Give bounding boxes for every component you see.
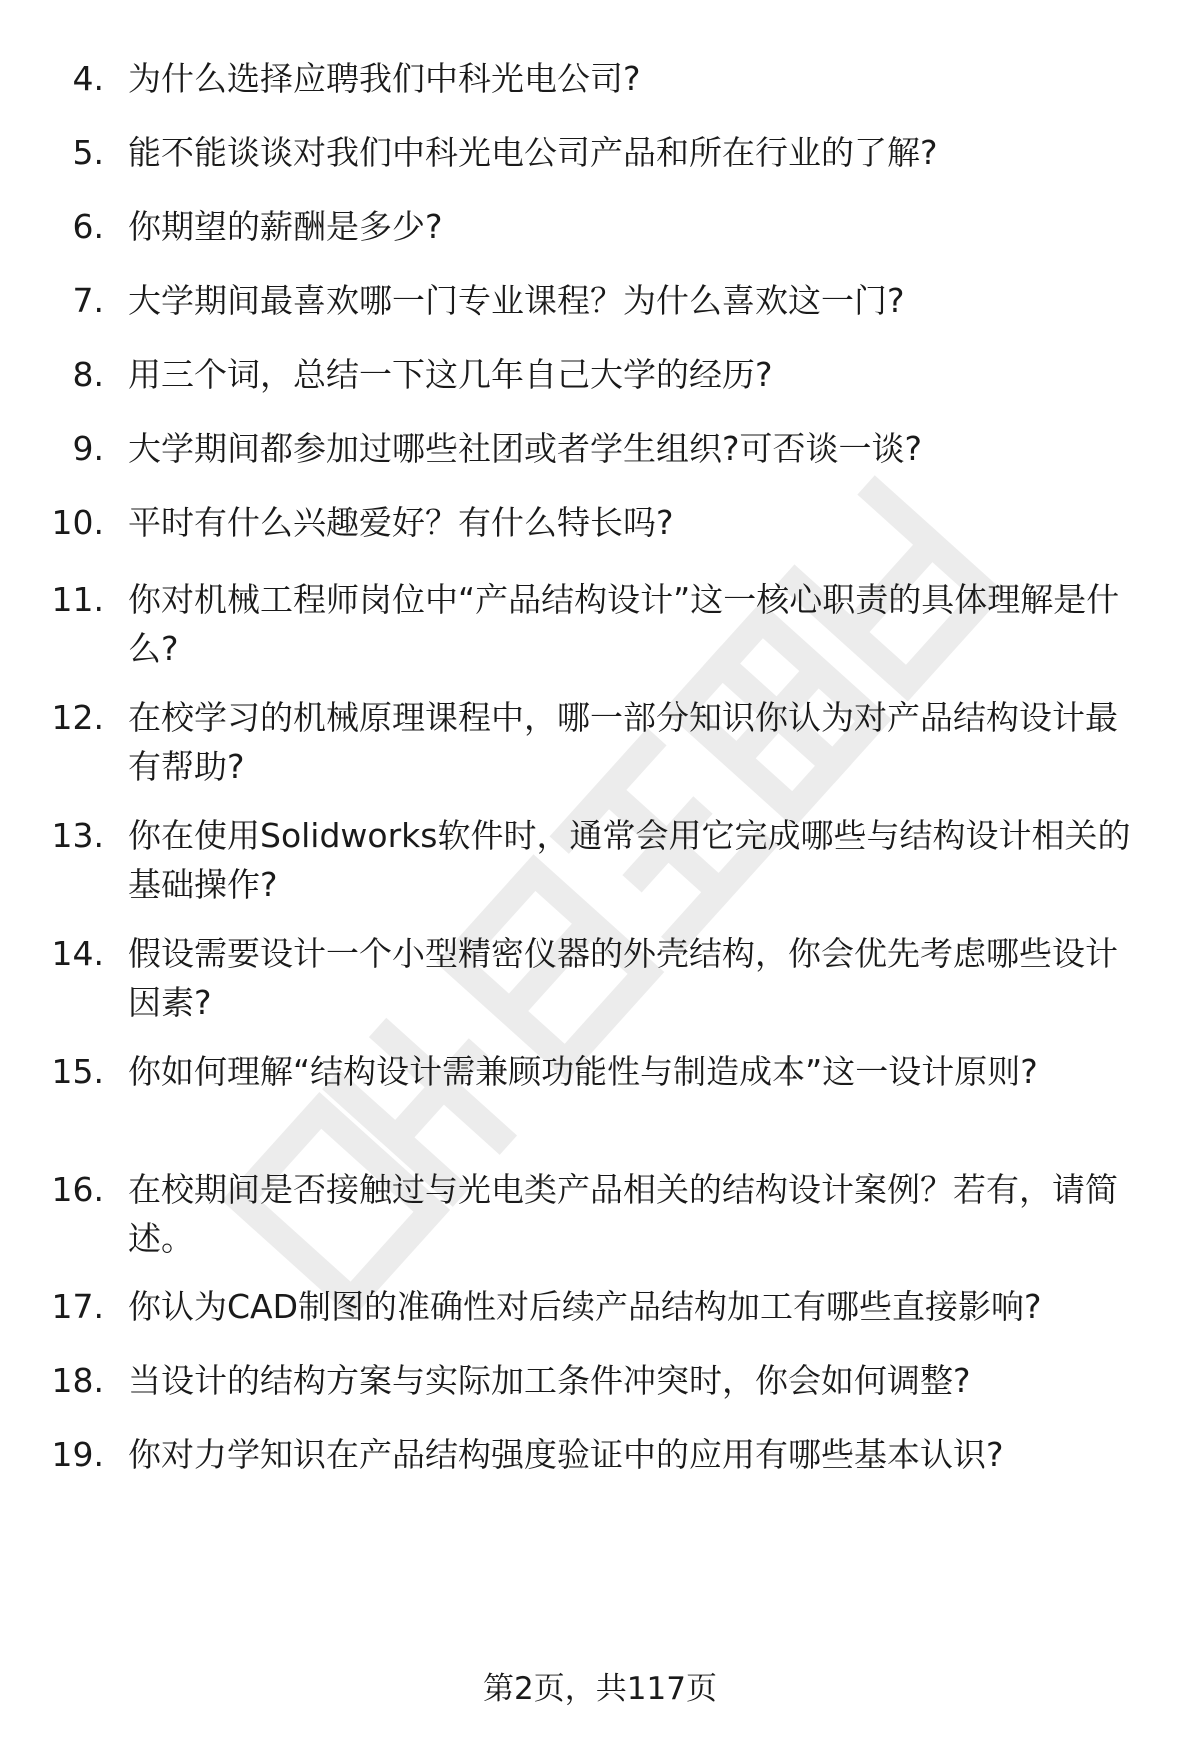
question-number: 18.	[51, 1361, 104, 1400]
question-text: 用三个词，总结一下这几年自己大学的经历?	[128, 355, 773, 394]
question-number: 12.	[51, 698, 104, 737]
question-text: 为什么选择应聘我们中科光电公司?	[128, 59, 641, 98]
question-number: 8.	[72, 355, 104, 394]
question-number: 10.	[51, 503, 104, 542]
question-text: 大学期间都参加过哪些社团或者学生组织?可否谈一谈?	[128, 429, 923, 468]
question-text: 你对机械工程师岗位中“产品结构设计”这一核心职责的具体理解是什么?	[128, 580, 1120, 668]
question-text: 当设计的结构方案与实际加工条件冲突时，你会如何调整?	[128, 1361, 971, 1400]
question-text: 你对力学知识在产品结构强度验证中的应用有哪些基本认识?	[128, 1435, 1004, 1474]
question-text: 能不能谈谈对我们中科光电公司产品和所在行业的了解?	[128, 133, 938, 172]
question-text: 大学期间最喜欢哪一门专业课程？为什么喜欢这一门?	[128, 281, 905, 320]
question-number: 17.	[51, 1287, 104, 1326]
question-text: 你如何理解“结构设计需兼顾功能性与制造成本”这一设计原则?	[128, 1052, 1038, 1091]
question-number: 5.	[72, 133, 104, 172]
question-number: 13.	[51, 816, 104, 855]
question-number: 15.	[51, 1052, 104, 1091]
question-text: 假设需要设计一个小型精密仪器的外壳结构，你会优先考虑哪些设计因素?	[128, 934, 1118, 1022]
question-text: 你期望的薪酬是多少?	[128, 207, 443, 246]
page-number-footer: 第2页，共117页	[483, 1671, 717, 1707]
question-number: 6.	[72, 207, 104, 246]
question-number: 19.	[51, 1435, 104, 1474]
question-text: 你认为CAD制图的准确性对后续产品结构加工有哪些直接影响?	[128, 1287, 1042, 1326]
question-number: 7.	[72, 281, 104, 320]
question-number: 14.	[51, 934, 104, 973]
question-text: 在校期间是否接触过与光电类产品相关的结构设计案例？若有，请简述。	[128, 1170, 1118, 1258]
question-text: 在校学习的机械原理课程中，哪一部分知识你认为对产品结构设计最有帮助?	[128, 698, 1118, 786]
question-number: 16.	[51, 1170, 104, 1209]
question-number: 4.	[72, 59, 104, 98]
question-number: 9.	[72, 429, 104, 468]
question-text: 平时有什么兴趣爱好？有什么特长吗?	[128, 503, 674, 542]
question-text: 你在使用Solidworks软件时，通常会用它完成哪些与结构设计相关的基础操作?	[128, 816, 1131, 904]
question-number: 11.	[51, 580, 104, 619]
